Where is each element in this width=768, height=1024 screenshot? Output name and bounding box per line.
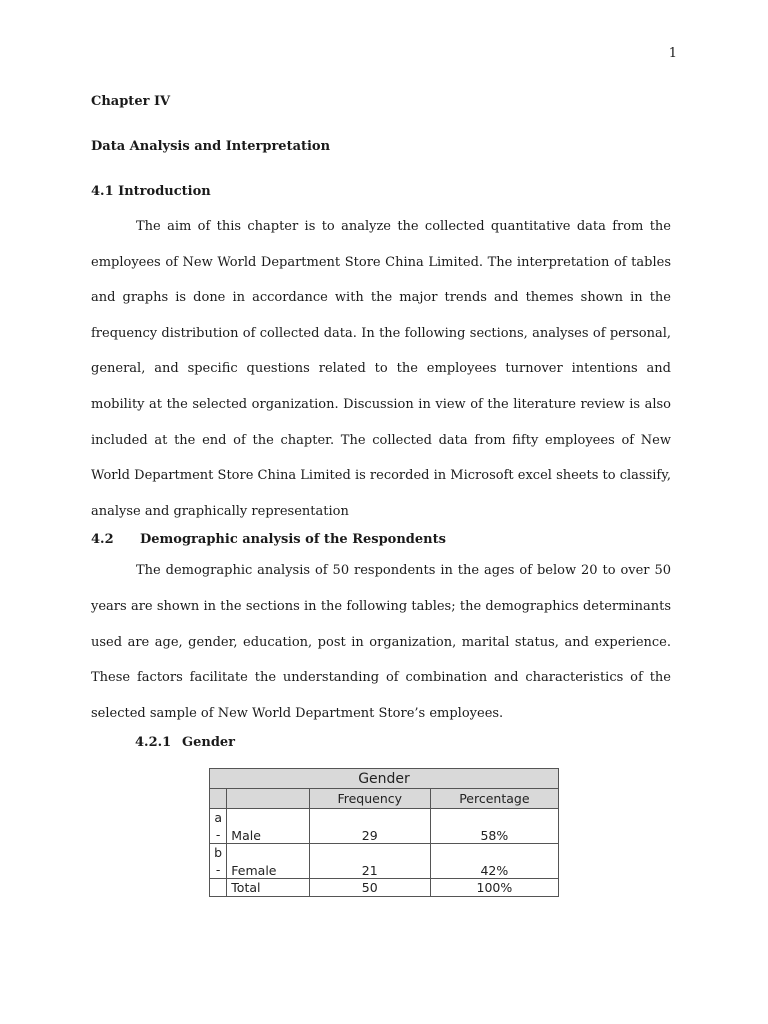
table-title-row bbox=[210, 769, 559, 789]
row-marker-letter: b bbox=[214, 845, 223, 861]
section-4-2-number: 4.2 bbox=[91, 532, 114, 548]
total-percentage: 100% bbox=[430, 879, 558, 897]
page-content bbox=[91, 86, 671, 897]
header-label-cell bbox=[227, 789, 309, 809]
section-4-2-title: Demographic analysis of the Respondents bbox=[140, 532, 446, 548]
row-marker-letter: a bbox=[214, 810, 222, 826]
chapter-title: Data Analysis and Interpretation bbox=[91, 139, 331, 154]
table-header-row bbox=[210, 789, 559, 809]
table-row bbox=[210, 809, 559, 844]
chapter-heading: Chapter IV bbox=[91, 94, 171, 109]
row-percentage: 58% bbox=[430, 809, 558, 844]
section-4-2-1-title: Gender bbox=[182, 735, 236, 751]
header-marker-cell bbox=[210, 789, 227, 809]
table-title: Gender bbox=[210, 769, 559, 789]
row-label: Male bbox=[227, 809, 309, 844]
row-frequency: 21 bbox=[309, 844, 430, 879]
gender-table bbox=[209, 768, 559, 897]
total-label: Total bbox=[227, 879, 309, 897]
introduction-paragraph: The aim of this chapter is to analyze the collected quantitative data from the employees of New World Department Store China Limited. The interpretation of tables and graphs is done in accordance with the major trends and themes shown in the frequency distribution of collected data. In the following sections, analyses of personal, general, and specific questions related to the employees turnover intentions and mobility at the selected organization. Discussion in view of the literature review is also included at the end of the chapter. The collected data from fifty employees of New World Department Store China Limited is recorded in Microsoft excel sheets to classify, analyse and graphically representation bbox=[91, 219, 671, 519]
header-frequency: Frequency bbox=[309, 789, 430, 809]
demographic-paragraph: The demographic analysis of 50 respondents in the ages of below 20 to over 50 years are shown in the sections in the following tables; the demographics determinants used are age, gender, education, post in organization, marital status, and experience. These factors facilitate the understanding of combination and characteristics of the selected sample of New World Department Store’s employees. bbox=[91, 563, 671, 721]
section-4-2-heading bbox=[91, 532, 671, 547]
row-marker-dash: - bbox=[215, 827, 221, 843]
gender-table-wrapper bbox=[209, 768, 671, 897]
total-frequency: 50 bbox=[309, 879, 430, 897]
section-4-2-1-number: 4.2.1 bbox=[135, 735, 172, 751]
row-percentage: 42% bbox=[430, 844, 558, 879]
row-marker bbox=[210, 809, 227, 844]
table-total-row bbox=[210, 879, 559, 897]
header-percentage: Percentage bbox=[430, 789, 558, 809]
total-marker-cell bbox=[210, 879, 227, 897]
row-frequency: 29 bbox=[309, 809, 430, 844]
table-row bbox=[210, 844, 559, 879]
page-number: 1 bbox=[668, 46, 677, 61]
row-marker-dash: - bbox=[215, 862, 221, 878]
section-4-1-heading: 4.1 Introduction bbox=[91, 184, 211, 199]
row-marker bbox=[210, 844, 227, 879]
section-4-2-1-heading bbox=[135, 735, 671, 750]
row-label: Female bbox=[227, 844, 309, 879]
